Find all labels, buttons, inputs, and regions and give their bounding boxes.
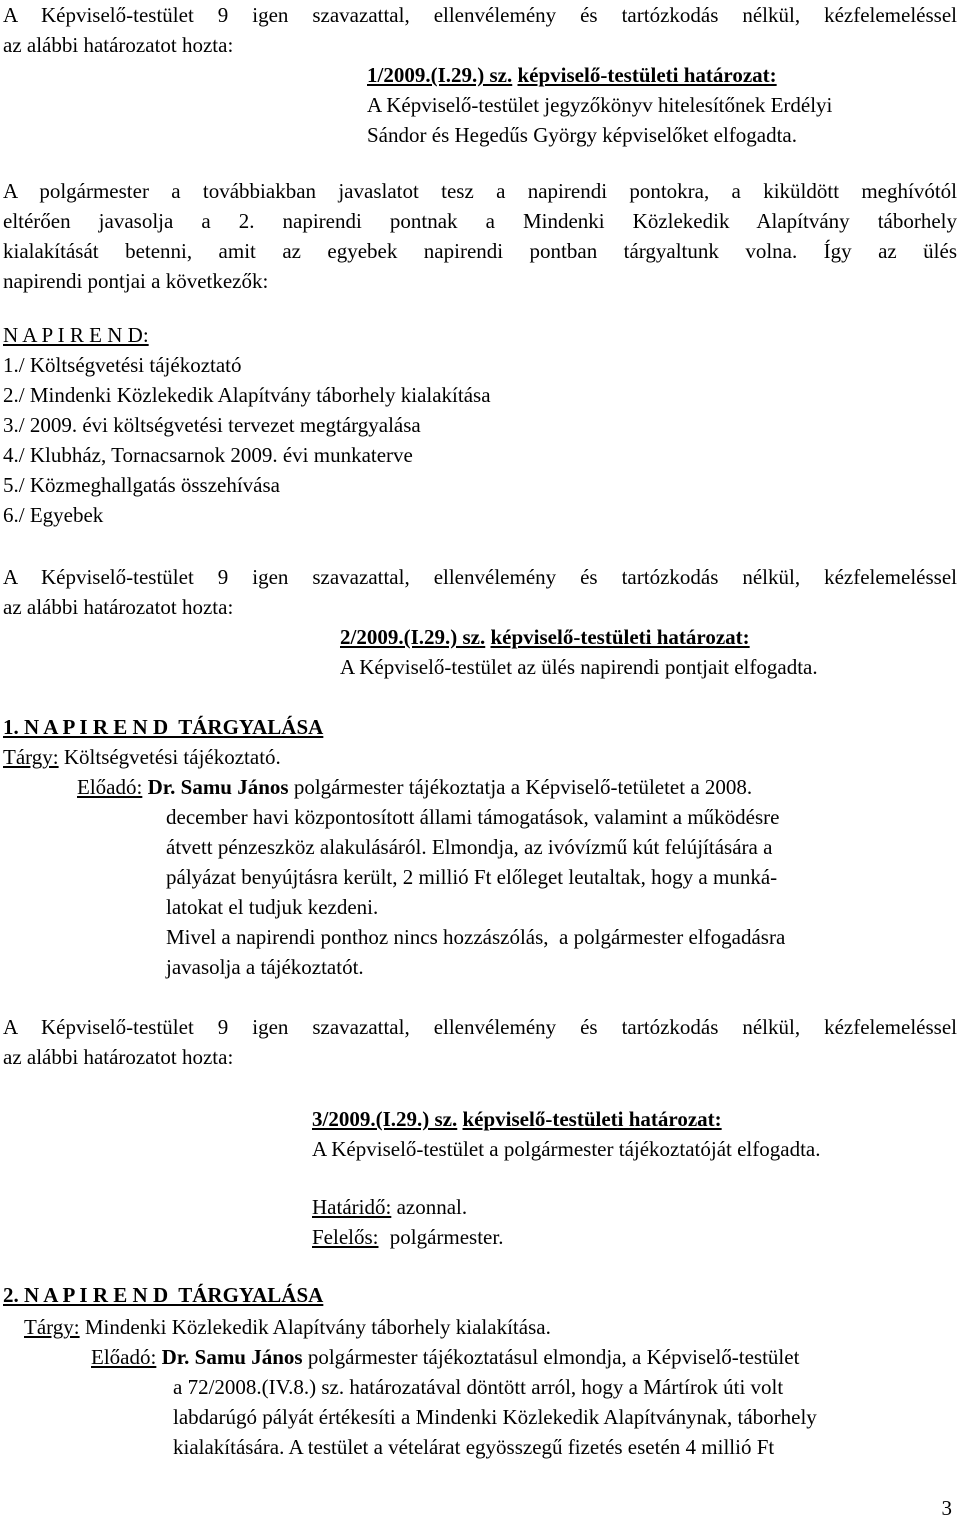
proposal-line: napirendi pontjai a következők: (3, 269, 269, 293)
proposal-line: kialakítását betenni, amit az egyebek napirendi pontban tárgyaltunk volna. Így az ülés (3, 239, 957, 263)
vote-intro-line: A Képviselő-testület 9 igen szavazattal, ellenvélemény és tartózkodás nélkül, kézfelemeléssel (3, 1015, 957, 1039)
body-line: labdarúgó pályát értékesíti a Mindenki Közlekedik Alapítványnak, táborhely (173, 1405, 817, 1429)
subject-line (3, 742, 281, 772)
vote-intro-line: az alábbi határozatot hozta: (3, 33, 234, 57)
section-heading: 1. N A P I R E N D TÁRGYALÁSA (3, 715, 324, 739)
subject-line (24, 1312, 551, 1342)
resolution-title: képviselő-testületi határozat: (490, 625, 750, 649)
agenda-item: 1./ Költségvetési tájékoztató (3, 353, 242, 377)
resolution-text: A Képviselő-testület a polgármester tájékoztatóját elfogadta. (312, 1137, 821, 1161)
deadline-label: Határidő: (312, 1195, 392, 1219)
resolution-text: Sándor és Hegedűs György képviselőket elfogadta. (367, 123, 798, 147)
resolution-number: 2/2009.(I.29.) sz. (340, 625, 486, 649)
resolution-number: 1/2009.(I.29.) sz. (367, 63, 513, 87)
page-number: 3 (941, 1496, 952, 1520)
body-line: javasolja a tájékoztatót. (166, 955, 364, 979)
vote-intro-line: A Képviselő-testület 9 igen szavazattal, ellenvélemény és tartózkodás nélkül, kézfelemeléssel (3, 3, 957, 27)
responsible-label: Felelős: (312, 1225, 379, 1249)
presenter-label: Előadó: (91, 1345, 157, 1369)
subject-label: Tárgy: (24, 1315, 80, 1339)
body-line: a 72/2008.(IV.8.) sz. határozatával döntött arról, hogy a Mártírok úti volt (173, 1375, 784, 1399)
body-line: december havi központosított állami támogatások, valamint a működésre (166, 805, 780, 829)
agenda-item: 2./ Mindenki Közlekedik Alapítvány táborhely kialakítása (3, 383, 491, 407)
proposal-line: A polgármester a továbbiakban javaslatot tesz a napirendi pontokra, a kiküldött meghívótól (3, 179, 957, 203)
presenter-name: Dr. Samu János (161, 1345, 303, 1369)
body-line: kialakítására. A testület a vételárat egyösszegű fizetés esetén 4 millió Ft (173, 1435, 775, 1459)
subject-text: Mindenki Közlekedik Alapítvány táborhely kialakítása. (84, 1315, 551, 1339)
resolution-title: képviselő-testületi határozat: (517, 63, 777, 87)
resolution-header (312, 1104, 722, 1134)
vote-intro-line: A Képviselő-testület 9 igen szavazattal, ellenvélemény és tartózkodás nélkül, kézfelemeléssel (3, 565, 957, 589)
resolution-title: képviselő-testületi határozat: (462, 1107, 722, 1131)
presenter-line (77, 772, 752, 802)
section-heading: 2. N A P I R E N D TÁRGYALÁSA (3, 1283, 324, 1307)
responsible-value: polgármester. (389, 1225, 504, 1249)
deadline-value: azonnal. (396, 1195, 468, 1219)
body-line: átvett pénzeszköz alakulásáról. Elmondja, az ivóvízmű kút felújítására a (166, 835, 773, 859)
body-line: Mivel a napirendi ponthoz nincs hozzászólás, a polgármester elfogadásra (166, 925, 786, 949)
agenda-item: 5./ Közmeghallgatás összehívása (3, 473, 280, 497)
body-line: pályázat benyújtásra került, 2 millió Ft előleget leutaltak, hogy a munká- (166, 865, 778, 889)
agenda-item: 4./ Klubház, Tornacsarnok 2009. évi munkaterve (3, 443, 413, 467)
presenter-line (91, 1342, 799, 1372)
vote-intro-line: az alábbi határozatot hozta: (3, 595, 234, 619)
proposal-line: eltérően javasolja a 2. napirendi pontnak a Mindenki Közlekedik Alapítvány táborhely (3, 209, 957, 233)
presenter-text: polgármester tájékoztatja a Képviselő-tetületet a 2008. (293, 775, 753, 799)
resolution-header (367, 60, 777, 90)
agenda-heading: N A P I R E N D: (3, 323, 149, 347)
subject-label: Tárgy: (3, 745, 59, 769)
vote-intro-line: az alábbi határozatot hozta: (3, 1045, 234, 1069)
agenda-item: 6./ Egyebek (3, 503, 104, 527)
presenter-label: Előadó: (77, 775, 143, 799)
resolution-header (340, 622, 750, 652)
agenda-item: 3./ 2009. évi költségvetési tervezet megtárgyalása (3, 413, 421, 437)
presenter-text: polgármester tájékoztatásul elmondja, a Képviselő-testület (307, 1345, 800, 1369)
subject-text: Költségvetési tájékoztató. (63, 745, 281, 769)
resolution-text: A Képviselő-testület az ülés napirendi pontjait elfogadta. (340, 655, 818, 679)
presenter-name: Dr. Samu János (147, 775, 289, 799)
deadline-line (312, 1192, 467, 1222)
responsible-line (312, 1222, 503, 1252)
resolution-text: A Képviselő-testület jegyzőkönyv hitelesítőnek Erdélyi (367, 93, 833, 117)
body-line: latokat el tudjuk kezdeni. (166, 895, 379, 919)
resolution-number: 3/2009.(I.29.) sz. (312, 1107, 458, 1131)
